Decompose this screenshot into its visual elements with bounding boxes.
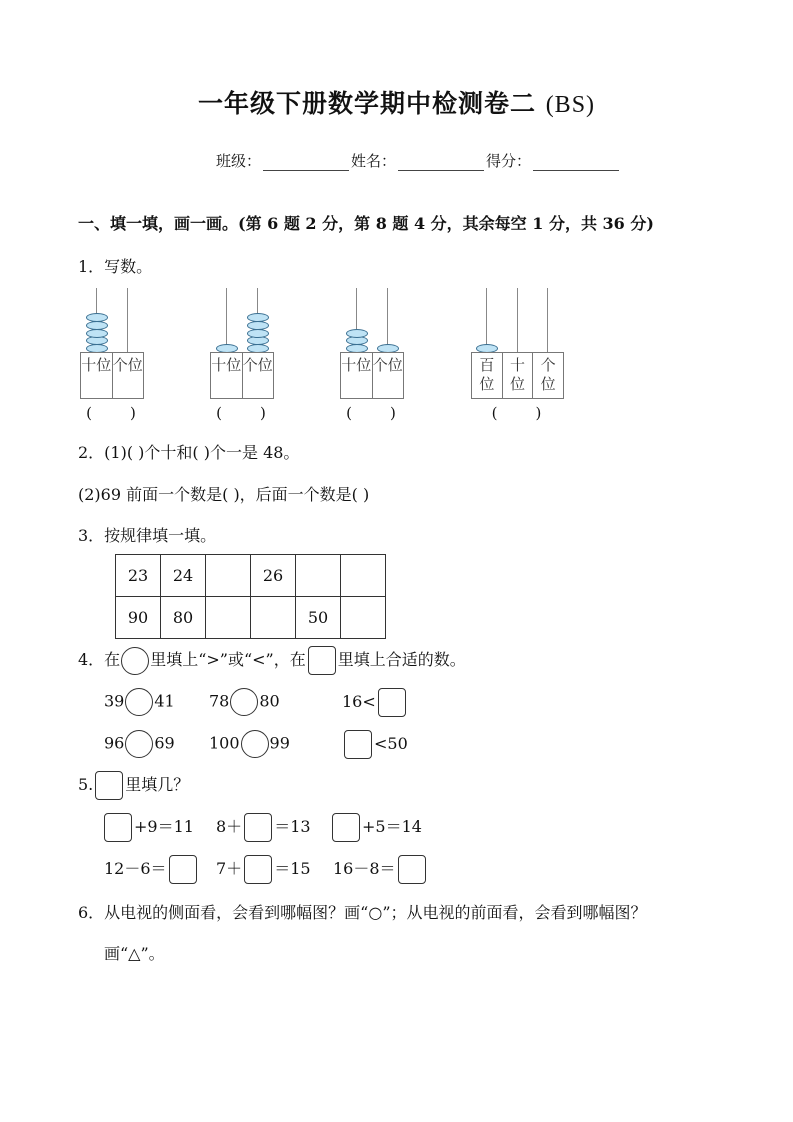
table-cell: 50 [296, 597, 341, 639]
answer-circle[interactable] [125, 730, 153, 758]
question-2-1: 2．(1)( )个十和( )个一是 48。 [78, 443, 300, 462]
name-field[interactable] [398, 154, 484, 171]
equation [104, 855, 199, 884]
compare-item [104, 688, 175, 716]
pattern-table [115, 554, 386, 639]
eq-right: +5＝14 [362, 817, 422, 836]
equation [333, 855, 428, 884]
place-value-box [210, 352, 274, 399]
abacus-rod [547, 288, 548, 352]
page-title [0, 84, 793, 120]
q4-text: 4．在 [78, 650, 121, 669]
place-label: 十位 [341, 353, 373, 398]
item-left: 100 [209, 733, 240, 753]
table-row [116, 555, 386, 597]
abacus-bead [346, 336, 368, 345]
table-cell: 24 [161, 555, 206, 597]
place-label: 百位 [472, 353, 503, 398]
item-right: 69 [154, 733, 175, 753]
table-row [116, 597, 386, 639]
abacus-bead [247, 329, 269, 338]
score-label: 得分： [486, 152, 532, 170]
answer-box[interactable] [378, 688, 406, 717]
q5-text: 里填几？ [125, 775, 190, 794]
place-label: 个位 [112, 356, 143, 374]
q4-text: 里填上“>”或“<”，在 [150, 650, 306, 669]
score-field[interactable] [533, 154, 619, 171]
abacus-rod [486, 288, 487, 352]
item-left: 16< [342, 692, 376, 711]
table-cell[interactable] [251, 597, 296, 639]
answer-blank[interactable]: ( ) [346, 404, 396, 422]
equation [216, 855, 311, 884]
equation [330, 813, 422, 842]
class-field[interactable] [263, 154, 349, 171]
place-label: 个位 [372, 356, 403, 374]
answer-circle[interactable] [125, 688, 153, 716]
compare-item [209, 730, 290, 758]
compare-item [104, 730, 175, 758]
table-cell[interactable] [206, 555, 251, 597]
answer-blank[interactable]: ( ) [491, 404, 542, 422]
question-6: 6．从电视的侧面看，会看到哪幅图？画“○”；从电视的前面看，会看到哪幅图？ [78, 903, 647, 922]
place-label: 个位 [242, 356, 273, 374]
place-value-box [80, 352, 144, 399]
table-cell: 26 [251, 555, 296, 597]
circle-icon [121, 647, 149, 675]
box-icon [308, 646, 336, 675]
answer-blank[interactable]: ( ) [216, 404, 266, 422]
box-icon [95, 771, 123, 800]
abacus-bead [247, 321, 269, 330]
item-right: 99 [269, 733, 290, 753]
place-label: 十位 [503, 353, 534, 398]
place-value-box [340, 352, 404, 399]
eq-left: 12－6＝ [104, 859, 167, 878]
q5-text: 5. [78, 775, 94, 794]
class-label: 班级： [216, 152, 262, 170]
section-heading: 一、填一填，画一画。(第 6 题 2 分，第 8 题 4 分，其余每空 1 分，共 36 分) [78, 214, 654, 233]
question-1: 1．写数。 [78, 257, 153, 276]
eq-right: +9＝11 [134, 817, 194, 836]
answer-blank[interactable]: ( ) [86, 404, 136, 422]
item-right: 80 [259, 691, 280, 711]
abacus-bead [86, 321, 108, 330]
abacus-bead [247, 313, 269, 322]
eq-right: ＝15 [274, 859, 311, 878]
table-cell[interactable] [341, 555, 386, 597]
item-left: 78 [209, 691, 230, 711]
table-cell: 80 [161, 597, 206, 639]
abacus-bead [86, 313, 108, 322]
compare-item [342, 730, 408, 759]
table-cell[interactable] [206, 597, 251, 639]
title-suffix: (BS) [545, 92, 596, 118]
equation [216, 813, 311, 842]
question-6-cont: 画“△”。 [104, 944, 165, 963]
abacus-rod [127, 288, 128, 352]
eq-left: 7＋ [216, 859, 243, 878]
answer-box[interactable] [244, 855, 272, 884]
abacus-rod [387, 288, 388, 352]
item-left: 39 [104, 691, 125, 711]
eq-left: 16－8＝ [333, 859, 396, 878]
table-cell[interactable] [296, 555, 341, 597]
compare-item [342, 688, 408, 717]
title-text: 一年级下册数学期中检测卷二 [197, 89, 536, 118]
answer-box[interactable] [344, 730, 372, 759]
equation [102, 813, 194, 842]
place-label: 个位 [540, 356, 556, 393]
answer-circle[interactable] [230, 688, 258, 716]
answer-box[interactable] [104, 813, 132, 842]
answer-box[interactable] [332, 813, 360, 842]
question-2-2: (2)69 前面一个数是( )，后面一个数是( ) [78, 485, 370, 504]
abacus-rod [226, 288, 227, 352]
abacus-bead [86, 336, 108, 345]
abacus-bead [86, 329, 108, 338]
abacus-rod [517, 288, 518, 352]
table-cell: 23 [116, 555, 161, 597]
q4-text: 里填上合适的数。 [337, 650, 466, 669]
place-value-box [471, 352, 564, 399]
abacus-bead [346, 329, 368, 338]
table-cell[interactable] [341, 597, 386, 639]
eq-right: ＝13 [274, 817, 311, 836]
place-label: 十位 [81, 353, 113, 398]
place-label: 十位 [211, 353, 243, 398]
answer-box[interactable] [169, 855, 197, 884]
compare-item [209, 688, 280, 716]
eq-left: 8＋ [216, 817, 243, 836]
question-5 [78, 771, 189, 800]
student-info [216, 150, 621, 171]
item-right: <50 [374, 734, 408, 753]
item-left: 96 [104, 733, 125, 753]
abacus-bead [247, 336, 269, 345]
answer-circle[interactable] [241, 730, 269, 758]
question-3: 3．按规律填一填。 [78, 526, 217, 545]
question-4 [78, 646, 466, 675]
answer-box[interactable] [398, 855, 426, 884]
answer-box[interactable] [244, 813, 272, 842]
item-right: 41 [154, 691, 175, 711]
table-cell: 90 [116, 597, 161, 639]
name-label: 姓名： [351, 152, 397, 170]
